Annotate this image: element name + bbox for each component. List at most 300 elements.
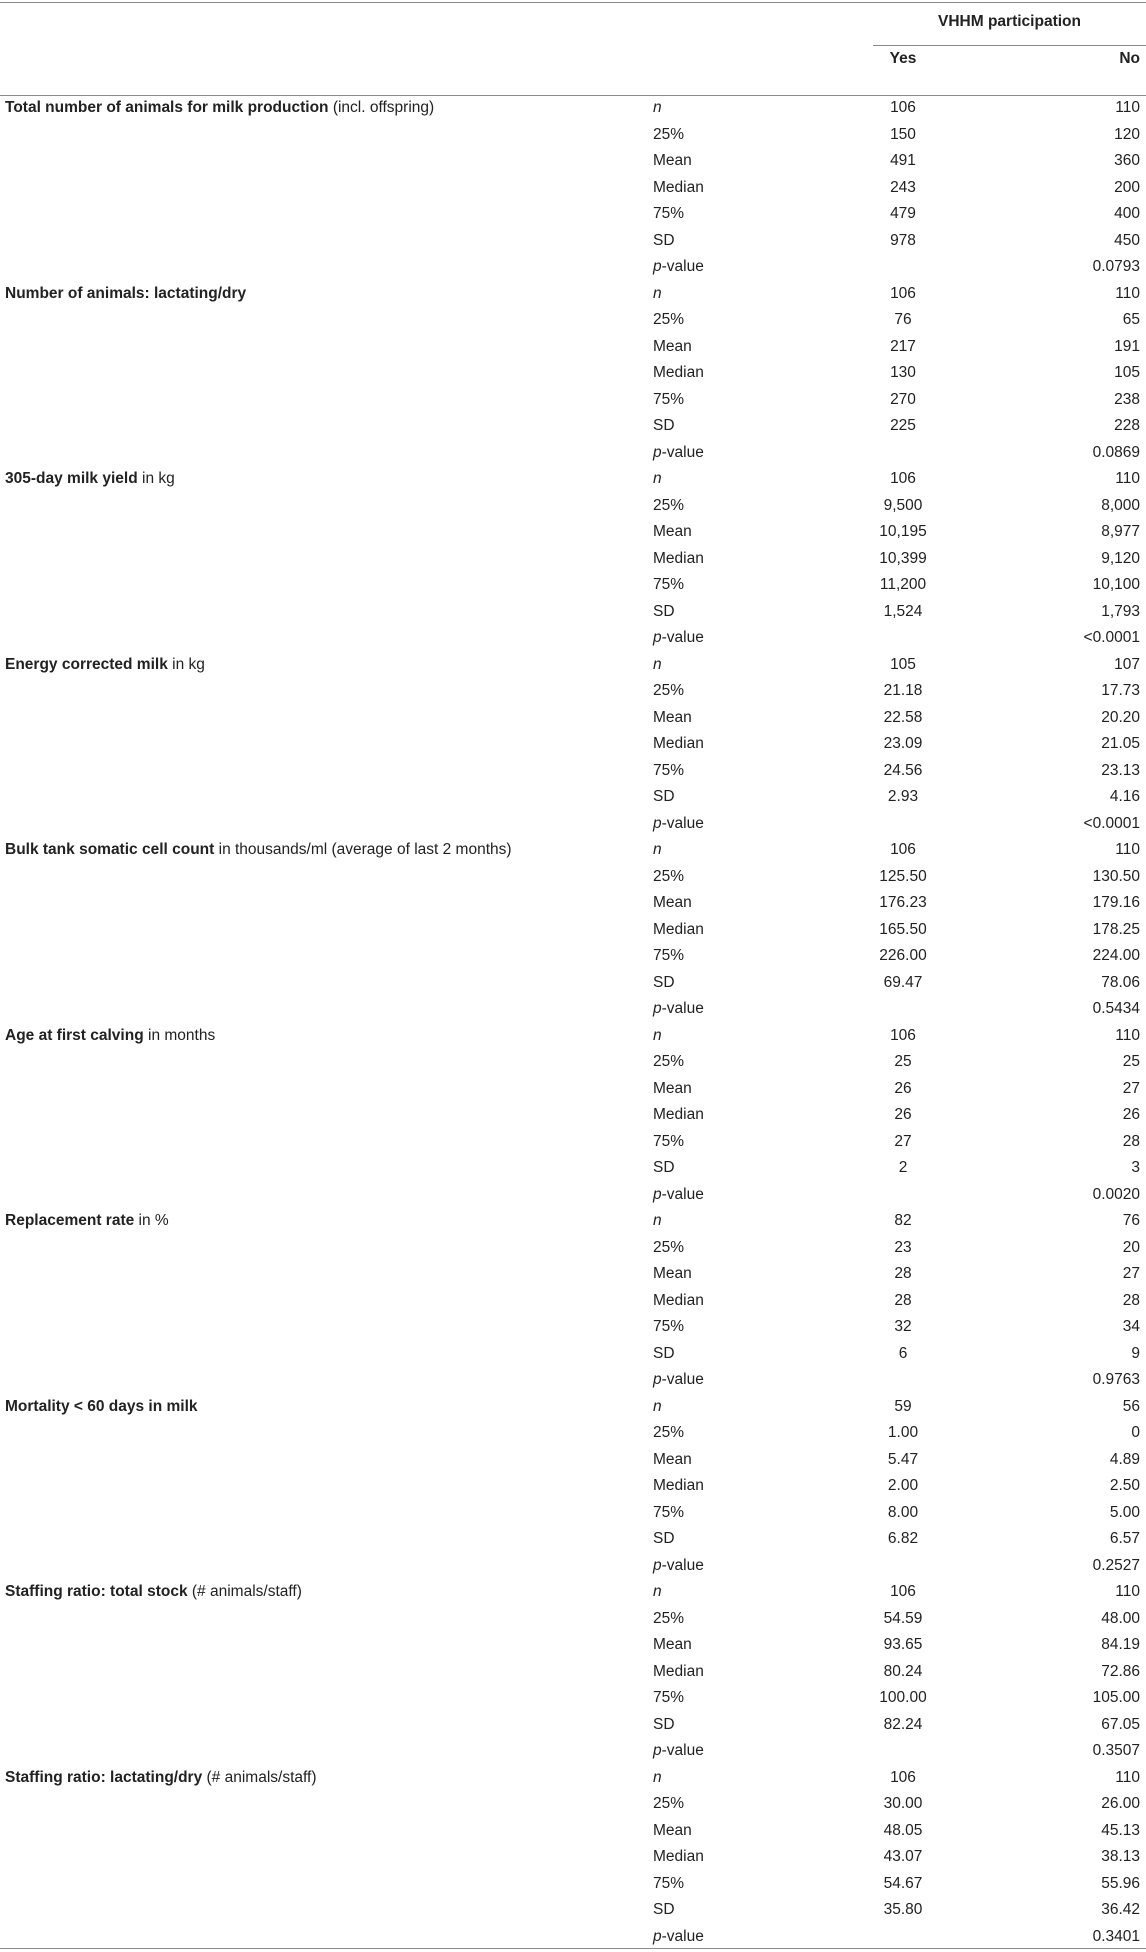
cell-yes: 54.67	[883, 1874, 923, 1892]
cell-no: 28	[1122, 1291, 1140, 1309]
statistic-label: Mean	[653, 523, 692, 540]
cell-no: 78.06	[1101, 973, 1140, 991]
table-row	[0, 599, 1146, 626]
statistic-label: 25%	[653, 125, 685, 143]
cell-no: 76	[1122, 1212, 1140, 1229]
variable-label	[5, 1765, 317, 1792]
cell-yes: 106	[890, 1026, 916, 1044]
table-row	[0, 546, 1146, 573]
cell-no: 2.50	[1109, 1477, 1140, 1494]
statistic-label: 25%	[653, 1053, 685, 1070]
cell-yes: 9,500	[883, 496, 923, 514]
cell-no: <0.0001	[1083, 814, 1140, 832]
table-bottom-rule	[0, 1948, 1146, 1949]
cell-no: 55.96	[1101, 1874, 1140, 1892]
statistic-label: SD	[653, 417, 675, 434]
cell-no: 4.89	[1109, 1450, 1140, 1468]
table-row	[0, 466, 1146, 493]
table-row	[0, 1871, 1146, 1898]
statistic-label: Mean	[653, 337, 692, 355]
statistic-label: Median	[653, 1477, 704, 1494]
table-row	[0, 254, 1146, 281]
statistic-label: Median	[653, 549, 704, 567]
table-row	[0, 281, 1146, 308]
variable-unit: (incl. offspring)	[328, 99, 435, 116]
cell-yes: 69.47	[883, 973, 923, 991]
table-row	[0, 1447, 1146, 1474]
table-row	[0, 493, 1146, 520]
cell-yes: 22.58	[883, 708, 923, 726]
table-row	[0, 572, 1146, 599]
statistic-label: n	[653, 99, 662, 116]
cell-yes: 27	[894, 1132, 912, 1150]
cell-yes: 24.56	[883, 761, 923, 779]
cell-no: 20	[1122, 1238, 1140, 1256]
cell-no: 0.0869	[1092, 443, 1140, 461]
statistic-label: p-value	[653, 1927, 704, 1945]
cell-no: 228	[1114, 417, 1140, 434]
cell-yes: 5.47	[887, 1450, 919, 1468]
cell-no: 36.42	[1101, 1901, 1140, 1918]
statistic-label: n	[653, 1583, 662, 1600]
cell-no: 0	[1131, 1424, 1140, 1441]
table-row	[0, 1712, 1146, 1739]
statistic-label: 25%	[653, 311, 685, 328]
variable-name: Energy corrected milk	[5, 655, 168, 673]
table-row	[0, 95, 1146, 122]
statistic-label: 75%	[653, 761, 685, 779]
table-row	[0, 1818, 1146, 1845]
cell-no: 23.13	[1101, 761, 1140, 779]
statistic-label: Mean	[653, 1636, 692, 1653]
cell-yes: 82	[894, 1212, 912, 1229]
cell-no: 26.00	[1101, 1795, 1140, 1812]
statistic-label: Median	[653, 364, 704, 381]
statistic-label: p-value	[653, 258, 704, 275]
cell-yes: 106	[890, 841, 916, 858]
statistic-label: p-value	[653, 1556, 704, 1574]
statistic-label: Mean	[653, 1821, 692, 1839]
table-row	[0, 1182, 1146, 1209]
table-row	[0, 1420, 1146, 1447]
cell-no: 0.5434	[1092, 1000, 1140, 1017]
table-row	[0, 1341, 1146, 1368]
statistic-label: n	[653, 470, 662, 487]
cell-yes: 2.00	[887, 1477, 919, 1494]
table-row	[0, 1685, 1146, 1712]
table-row	[0, 148, 1146, 175]
statistic-label: Mean	[653, 1450, 692, 1468]
table-body	[0, 95, 1146, 1950]
table-row	[0, 678, 1146, 705]
statistic-label: 75%	[653, 576, 685, 593]
statistic-label: n	[653, 1212, 662, 1229]
cell-yes: 479	[890, 205, 916, 222]
statistic-label: n	[653, 1026, 662, 1044]
table-row	[0, 440, 1146, 467]
cell-yes: 21.18	[883, 682, 923, 699]
table-row	[0, 705, 1146, 732]
table-row	[0, 334, 1146, 361]
statistic-label: SD	[653, 1344, 675, 1362]
cell-no: 6.57	[1109, 1530, 1140, 1547]
cell-no: 110	[1115, 284, 1140, 302]
cell-yes: 978	[890, 231, 916, 249]
cell-no: 26	[1122, 1106, 1140, 1123]
cell-yes: 11,200	[879, 576, 927, 593]
statistic-label: Median	[653, 1662, 704, 1680]
table-row	[0, 1765, 1146, 1792]
variable-label	[5, 1579, 302, 1606]
variable-label	[5, 281, 246, 308]
table-row	[0, 1076, 1146, 1103]
cell-no: 400	[1114, 205, 1140, 222]
statistic-label: 75%	[653, 1874, 685, 1892]
statistic-label: 25%	[653, 496, 685, 514]
statistic-label: p-value	[653, 1000, 704, 1017]
cell-no: 72.86	[1101, 1662, 1140, 1680]
cell-yes: 106	[890, 1583, 916, 1600]
table-row	[0, 1367, 1146, 1394]
column-group-rule	[873, 45, 1146, 46]
cell-yes: 10,195	[879, 523, 927, 540]
table-row	[0, 970, 1146, 997]
table-row	[0, 1791, 1146, 1818]
cell-yes: 1.00	[887, 1424, 919, 1441]
table-row	[0, 1314, 1146, 1341]
statistic-label: n	[653, 1397, 662, 1415]
table-row	[0, 1023, 1146, 1050]
table-row	[0, 1632, 1146, 1659]
variable-name: Bulk tank somatic cell count	[5, 841, 215, 858]
statistic-label: 75%	[653, 205, 685, 222]
cell-no: 27	[1122, 1265, 1140, 1282]
statistic-label: SD	[653, 1159, 675, 1176]
statistic-label: SD	[653, 1715, 675, 1733]
table-row	[0, 837, 1146, 864]
statistic-label: SD	[653, 1530, 675, 1547]
variable-name: 305-day milk yield	[5, 470, 138, 487]
cell-no: 65	[1122, 311, 1140, 328]
cell-no: 105	[1114, 364, 1140, 381]
statistic-label: Mean	[653, 1079, 692, 1097]
statistic-label: 25%	[653, 1609, 685, 1627]
cell-yes: 106	[890, 470, 916, 487]
column-group-header: VHHM participation	[938, 13, 1081, 30]
cell-yes: 226.00	[879, 947, 927, 964]
variable-unit: in kg	[167, 655, 205, 673]
cell-yes: 59	[894, 1397, 912, 1415]
variable-label	[5, 1023, 215, 1050]
cell-yes: 54.59	[883, 1609, 923, 1627]
table-row	[0, 175, 1146, 202]
variable-name: Total number of animals for milk production	[5, 99, 329, 116]
statistic-label: 75%	[653, 1689, 685, 1706]
table-row	[0, 1659, 1146, 1686]
variable-name: Mortality < 60 days in milk	[5, 1397, 198, 1415]
cell-yes: 106	[890, 284, 916, 302]
variable-unit: (# animals/staff)	[187, 1583, 302, 1600]
statistic-label: 25%	[653, 867, 685, 885]
statistic-label: p-value	[653, 1742, 704, 1759]
cell-yes: 8.00	[887, 1503, 919, 1521]
cell-yes: 10,399	[879, 549, 927, 567]
statistic-label: 75%	[653, 1318, 685, 1335]
table-row	[0, 1738, 1146, 1765]
variable-name: Age at first calving	[5, 1026, 144, 1044]
statistic-label: p-value	[653, 629, 704, 646]
cell-yes: 43.07	[883, 1848, 923, 1865]
table-top-rule	[0, 2, 1146, 3]
statistic-label: 25%	[653, 1424, 685, 1441]
cell-yes: 105	[890, 655, 916, 673]
cell-no: 179.16	[1092, 894, 1140, 911]
variable-unit: in thousands/ml (average of last 2 months)	[214, 841, 512, 858]
variable-unit: in kg	[137, 470, 175, 487]
statistic-label: Mean	[653, 708, 692, 726]
table-row	[0, 122, 1146, 149]
cell-no: 34	[1122, 1318, 1140, 1335]
cell-yes: 165.50	[879, 920, 927, 938]
statistic-label: SD	[653, 1901, 675, 1918]
cell-yes: 30.00	[883, 1795, 923, 1812]
cell-yes: 125.50	[879, 867, 927, 885]
table-row	[0, 1235, 1146, 1262]
variable-unit: (# animals/staff)	[202, 1768, 317, 1786]
variable-name: Replacement rate	[5, 1212, 135, 1229]
cell-no: 110	[1115, 1583, 1140, 1600]
table-row	[0, 1924, 1146, 1951]
statistic-label: p-value	[653, 443, 704, 461]
cell-no: 191	[1114, 337, 1140, 355]
statistic-label: 75%	[653, 947, 685, 964]
statistic-label: SD	[653, 788, 675, 805]
table-row	[0, 1553, 1146, 1580]
cell-no: 8,977	[1101, 523, 1140, 540]
table-row	[0, 1288, 1146, 1315]
cell-yes: 28	[894, 1291, 912, 1309]
variable-label	[5, 95, 434, 122]
cell-no: 17.73	[1101, 682, 1140, 699]
cell-no: 21.05	[1101, 735, 1140, 752]
cell-no: 110	[1115, 99, 1140, 116]
cell-yes: 23.09	[883, 735, 923, 752]
statistic-label: Median	[653, 178, 704, 196]
cell-no: 48.00	[1101, 1609, 1140, 1627]
cell-no: 120	[1114, 125, 1140, 143]
variable-unit: in months	[143, 1026, 216, 1044]
cell-no: 130.50	[1092, 867, 1140, 885]
cell-no: <0.0001	[1083, 629, 1140, 646]
cell-no: 0.0020	[1092, 1185, 1140, 1203]
statistic-label: 75%	[653, 390, 685, 408]
table-row	[0, 228, 1146, 255]
cell-yes: 1,524	[883, 602, 923, 620]
table-row	[0, 1844, 1146, 1871]
table-row	[0, 784, 1146, 811]
statistic-label: Median	[653, 920, 704, 938]
statistic-label: SD	[653, 602, 675, 620]
statistic-label: Median	[653, 735, 704, 752]
statistic-label: 75%	[653, 1503, 685, 1521]
cell-yes: 23	[894, 1238, 912, 1256]
cell-no: 56	[1122, 1397, 1140, 1415]
statistic-label: 25%	[653, 1795, 685, 1812]
statistic-label: p-value	[653, 814, 704, 832]
table-row	[0, 917, 1146, 944]
cell-no: 110	[1115, 841, 1140, 858]
cell-yes: 6	[898, 1344, 908, 1362]
cell-no: 38.13	[1101, 1848, 1140, 1865]
cell-yes: 176.23	[879, 894, 927, 911]
table-row	[0, 1208, 1146, 1235]
statistic-label: 25%	[653, 1238, 685, 1256]
cell-no: 0.3401	[1092, 1927, 1140, 1945]
cell-yes: 93.65	[883, 1636, 923, 1653]
cell-yes: 48.05	[883, 1821, 923, 1839]
statistic-label: n	[653, 1768, 662, 1786]
table-row	[0, 1155, 1146, 1182]
table-row	[0, 1473, 1146, 1500]
cell-no: 200	[1114, 178, 1140, 196]
cell-no: 224.00	[1092, 947, 1140, 964]
cell-no: 84.19	[1101, 1636, 1140, 1653]
statistic-label: Median	[653, 1848, 704, 1865]
cell-yes: 106	[890, 99, 916, 116]
variable-name: Staffing ratio: lactating/dry	[5, 1768, 203, 1786]
variable-label	[5, 1208, 169, 1235]
cell-no: 25	[1122, 1053, 1140, 1070]
table-row	[0, 652, 1146, 679]
statistic-label: 25%	[653, 682, 685, 699]
table-row	[0, 1049, 1146, 1076]
cell-no: 45.13	[1101, 1821, 1140, 1839]
table-row	[0, 413, 1146, 440]
cell-no: 8,000	[1101, 496, 1140, 514]
cell-no: 0.0793	[1092, 258, 1140, 275]
cell-no: 10,100	[1092, 576, 1140, 593]
variable-label	[5, 1394, 198, 1421]
cell-yes: 80.24	[883, 1662, 923, 1680]
cell-no: 3	[1131, 1159, 1140, 1176]
table-row	[0, 890, 1146, 917]
table-row	[0, 360, 1146, 387]
variable-name: Staffing ratio: total stock	[5, 1583, 188, 1600]
statistic-label: p-value	[653, 1185, 704, 1203]
cell-yes: 491	[890, 152, 916, 169]
table-row	[0, 201, 1146, 228]
cell-no: 0.3507	[1092, 1742, 1140, 1759]
cell-no: 1,793	[1101, 602, 1140, 620]
table-row	[0, 1500, 1146, 1527]
cell-yes: 6.82	[887, 1530, 919, 1547]
cell-yes: 26	[894, 1106, 912, 1123]
cell-no: 28	[1122, 1132, 1140, 1150]
cell-no: 9	[1131, 1344, 1140, 1362]
cell-yes: 76	[894, 311, 912, 328]
cell-yes: 32	[894, 1318, 912, 1335]
table-row	[0, 731, 1146, 758]
statistic-label: Median	[653, 1106, 704, 1123]
cell-yes: 106	[890, 1768, 916, 1786]
table-row	[0, 1526, 1146, 1553]
table-row	[0, 758, 1146, 785]
statistic-label: 75%	[653, 1132, 685, 1150]
cell-yes: 28	[894, 1265, 912, 1282]
cell-no: 105.00	[1092, 1689, 1140, 1706]
cell-yes: 25	[894, 1053, 912, 1070]
table-row	[0, 1102, 1146, 1129]
column-header-no: No	[1119, 50, 1140, 67]
cell-yes: 270	[890, 390, 916, 408]
cell-no: 110	[1115, 470, 1140, 487]
variable-name: Number of animals: lactating/dry	[5, 284, 247, 302]
cell-yes: 35.80	[883, 1901, 923, 1918]
cell-yes: 100.00	[879, 1689, 927, 1706]
cell-no: 178.25	[1092, 920, 1140, 938]
statistic-label: Mean	[653, 894, 692, 911]
table-row	[0, 1897, 1146, 1924]
cell-yes: 2.93	[887, 788, 919, 805]
cell-no: 27	[1122, 1079, 1140, 1097]
statistic-label: n	[653, 655, 662, 673]
table-row	[0, 519, 1146, 546]
statistic-label: p-value	[653, 1371, 704, 1388]
table-row	[0, 1261, 1146, 1288]
cell-no: 5.00	[1109, 1503, 1140, 1521]
cell-yes: 225	[890, 417, 916, 434]
table-row	[0, 625, 1146, 652]
cell-yes: 130	[890, 364, 916, 381]
cell-no: 360	[1114, 152, 1140, 169]
statistic-label: Mean	[653, 1265, 692, 1282]
statistic-label: SD	[653, 231, 675, 249]
column-header-yes: Yes	[889, 50, 917, 67]
table-row	[0, 1129, 1146, 1156]
cell-yes: 2	[898, 1159, 908, 1176]
cell-no: 9,120	[1101, 549, 1140, 567]
table-row	[0, 1579, 1146, 1606]
table-row	[0, 996, 1146, 1023]
variable-label	[5, 837, 512, 864]
variable-unit: in %	[134, 1212, 169, 1229]
cell-no: 107	[1114, 655, 1140, 673]
cell-yes: 217	[890, 337, 916, 355]
table-row	[0, 864, 1146, 891]
cell-no: 20.20	[1101, 708, 1140, 726]
cell-no: 0.9763	[1092, 1371, 1140, 1388]
table-row	[0, 307, 1146, 334]
cell-yes: 150	[890, 125, 916, 143]
statistic-label: n	[653, 841, 662, 858]
statistic-label: Median	[653, 1291, 704, 1309]
table-row	[0, 811, 1146, 838]
cell-yes: 82.24	[883, 1715, 923, 1733]
table-row	[0, 1606, 1146, 1633]
statistic-label: SD	[653, 973, 675, 991]
cell-no: 4.16	[1109, 788, 1140, 805]
table-row	[0, 1394, 1146, 1421]
cell-no: 110	[1115, 1768, 1140, 1786]
cell-no: 450	[1114, 231, 1140, 249]
statistic-label: n	[653, 284, 662, 302]
table-row	[0, 943, 1146, 970]
variable-label	[5, 652, 205, 679]
cell-no: 67.05	[1101, 1715, 1140, 1733]
table-row	[0, 387, 1146, 414]
cell-yes: 26	[894, 1079, 912, 1097]
cell-no: 110	[1115, 1026, 1140, 1044]
